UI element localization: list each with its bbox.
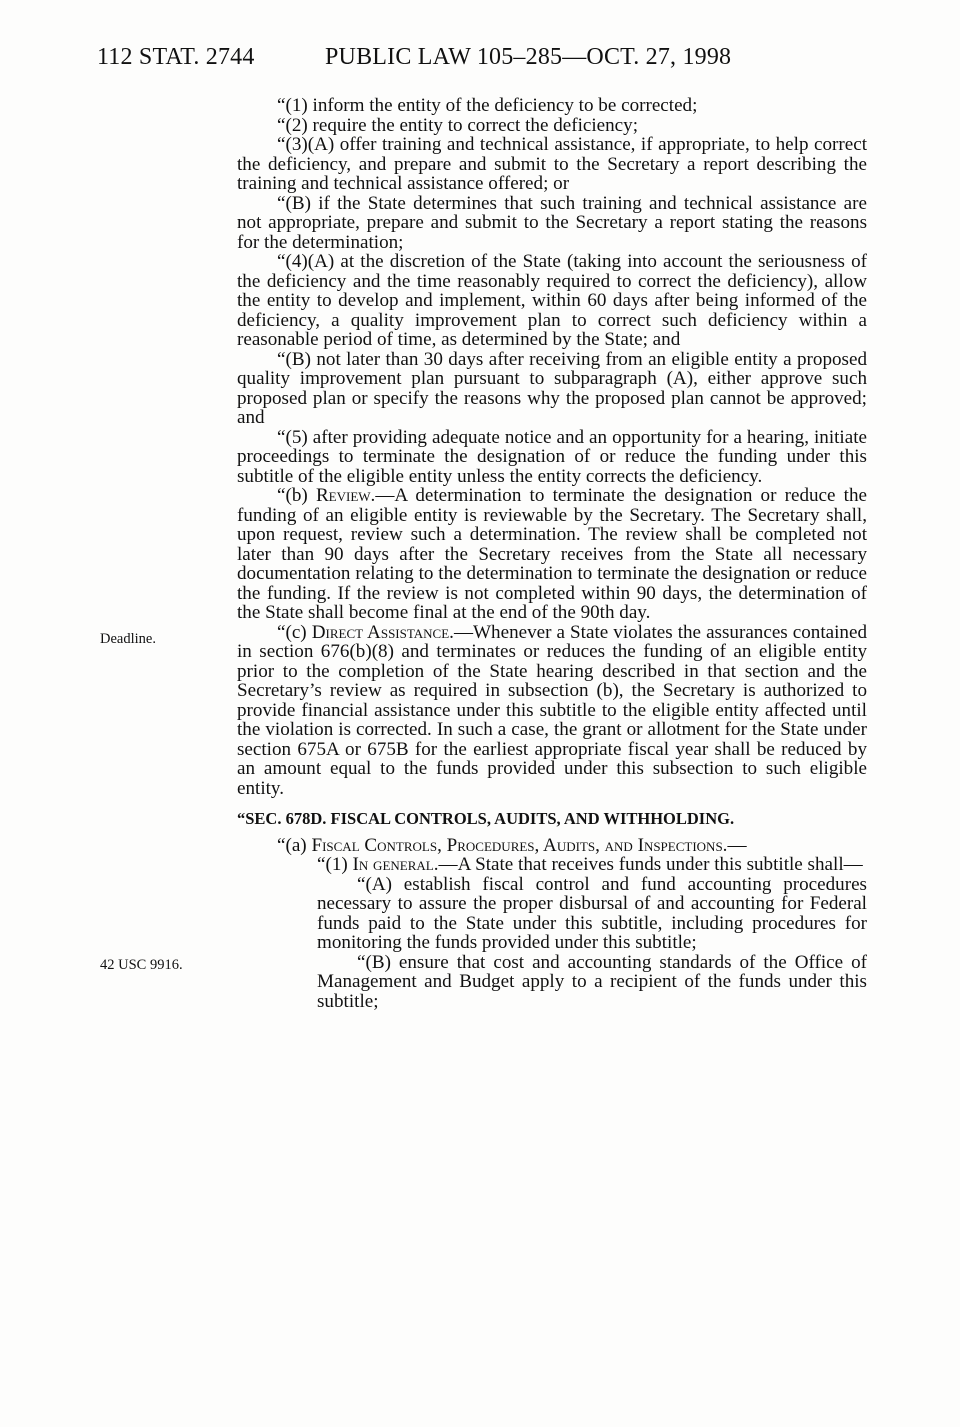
paragraph-a1-text: —A State that receives funds under this subtitle shall— — [438, 854, 863, 875]
paragraph-1: “(1) inform the entity of the deficiency to be corrected; — [277, 95, 698, 116]
paragraph-2: “(2) require the entity to correct the deficiency; — [277, 114, 639, 136]
paragraph-5: “(5) after providing adequate notice and an opportunity for a hearing, initiate proceedings to terminate the designation of or reduce the funding under this subtitle of the eligible entity unless the entity corrects the deficiency. — [237, 426, 867, 487]
paragraph-3a: “(3)(A) offer training and technical assistance, if appropriate, to help correct the deficiency, and prepare and submit to the Secretary a report describing the training and technical assistance offered; or — [237, 134, 867, 194]
subsection-b-lead: “(b) — [277, 485, 308, 506]
paragraph-a1-heading: In general. — [352, 854, 439, 875]
subsection-a-dash: — — [727, 834, 747, 856]
paragraph-a1 — [237, 855, 867, 875]
subsection-a-lead: “(a) — [277, 834, 307, 856]
subsection-c — [237, 623, 867, 799]
paragraph-3b: “(B) if the State determines that such training and technical assistance are not appropriate, prepare and submit to the Secretary a report stating the reasons for the determination; — [237, 192, 867, 253]
paragraph-a1-lead: “(1) — [317, 854, 348, 875]
subsection-c-lead: “(c) — [277, 621, 307, 643]
subsection-c-text: —Whenever a State violates the assurances contained in section 676(b)(8) and terminates or reduces the funding of an eligible entity prior to the completion of the State hearing described in that section and the Secretary’s review as required in subsection (b), the Secretary is authorized to provide financial assistance under this subtitle to the eligible entity affected until the violation is corrected. In such a case, the grant or allotment for the State under section 675A or 675B for the earliest appropriate fiscal year shall be reduced by an amount equal to the funds provided under this subsection to such eligible entity. — [237, 621, 867, 799]
public-law-ref: PUBLIC LAW 105–285—OCT. 27, 1998 — [325, 44, 732, 70]
paragraph-4a: “(4)(A) at the discretion of the State (taking into account the seriousness of the deficiency and the time reasonably required to correct the deficiency), allow the entity to develop and implement, within 60 days after being informed of the deficiency, a quality improvement plan to correct such deficiency within a reasonable period of time, as determined by the State; and — [237, 251, 867, 350]
subparagraph-a1A: “(A) establish fiscal control and fund accounting procedures necessary to assure the proper disbursal of and accounting for Federal funds paid to the State under this subtitle, including procedures for monitoring the funds provided under this subtitle; — [317, 873, 867, 953]
subsection-a-heading: Fiscal Controls, Procedures, Audits, and Inspections. — [311, 834, 728, 856]
subsection-b — [237, 486, 867, 623]
statute-text — [237, 96, 867, 1011]
section-heading: “SEC. 678D. FISCAL CONTROLS, AUDITS, AND WITHHOLDING. — [237, 809, 735, 828]
subsection-c-heading: Direct Assistance. — [311, 621, 454, 643]
statute-page-ref: 112 STAT. 2744 — [97, 44, 255, 70]
subparagraph-a1B: “(B) ensure that cost and accounting standards of the Office of Management and Budget apply to a recipient of the funds under this subtitle; — [317, 951, 867, 1012]
margin-note-deadline: Deadline. — [100, 631, 156, 647]
paragraph-4b: “(B) not later than 30 days after receiving from an eligible entity a proposed quality improvement plan pursuant to subparagraph (A), either approve such proposed plan or specify the reasons why the proposed plan cannot be approved; and — [237, 348, 867, 428]
subsection-b-heading: Review. — [315, 485, 376, 506]
subsection-b-text: —A determination to terminate the designation or reduce the funding of an eligible entity is reviewable by the Secretary. The Secretary shall, upon request, review such a determination. The review shall be completed not later than 90 days after the Secretary receives from the State all necessary documentation relating to the determination to terminate the designation or reduce the funding. If the review is not completed within 90 days, the determination of the State shall become final at the end of the 90th day. — [237, 485, 868, 623]
margin-note-usc: 42 USC 9916. — [100, 957, 183, 973]
subsection-a — [237, 836, 867, 856]
